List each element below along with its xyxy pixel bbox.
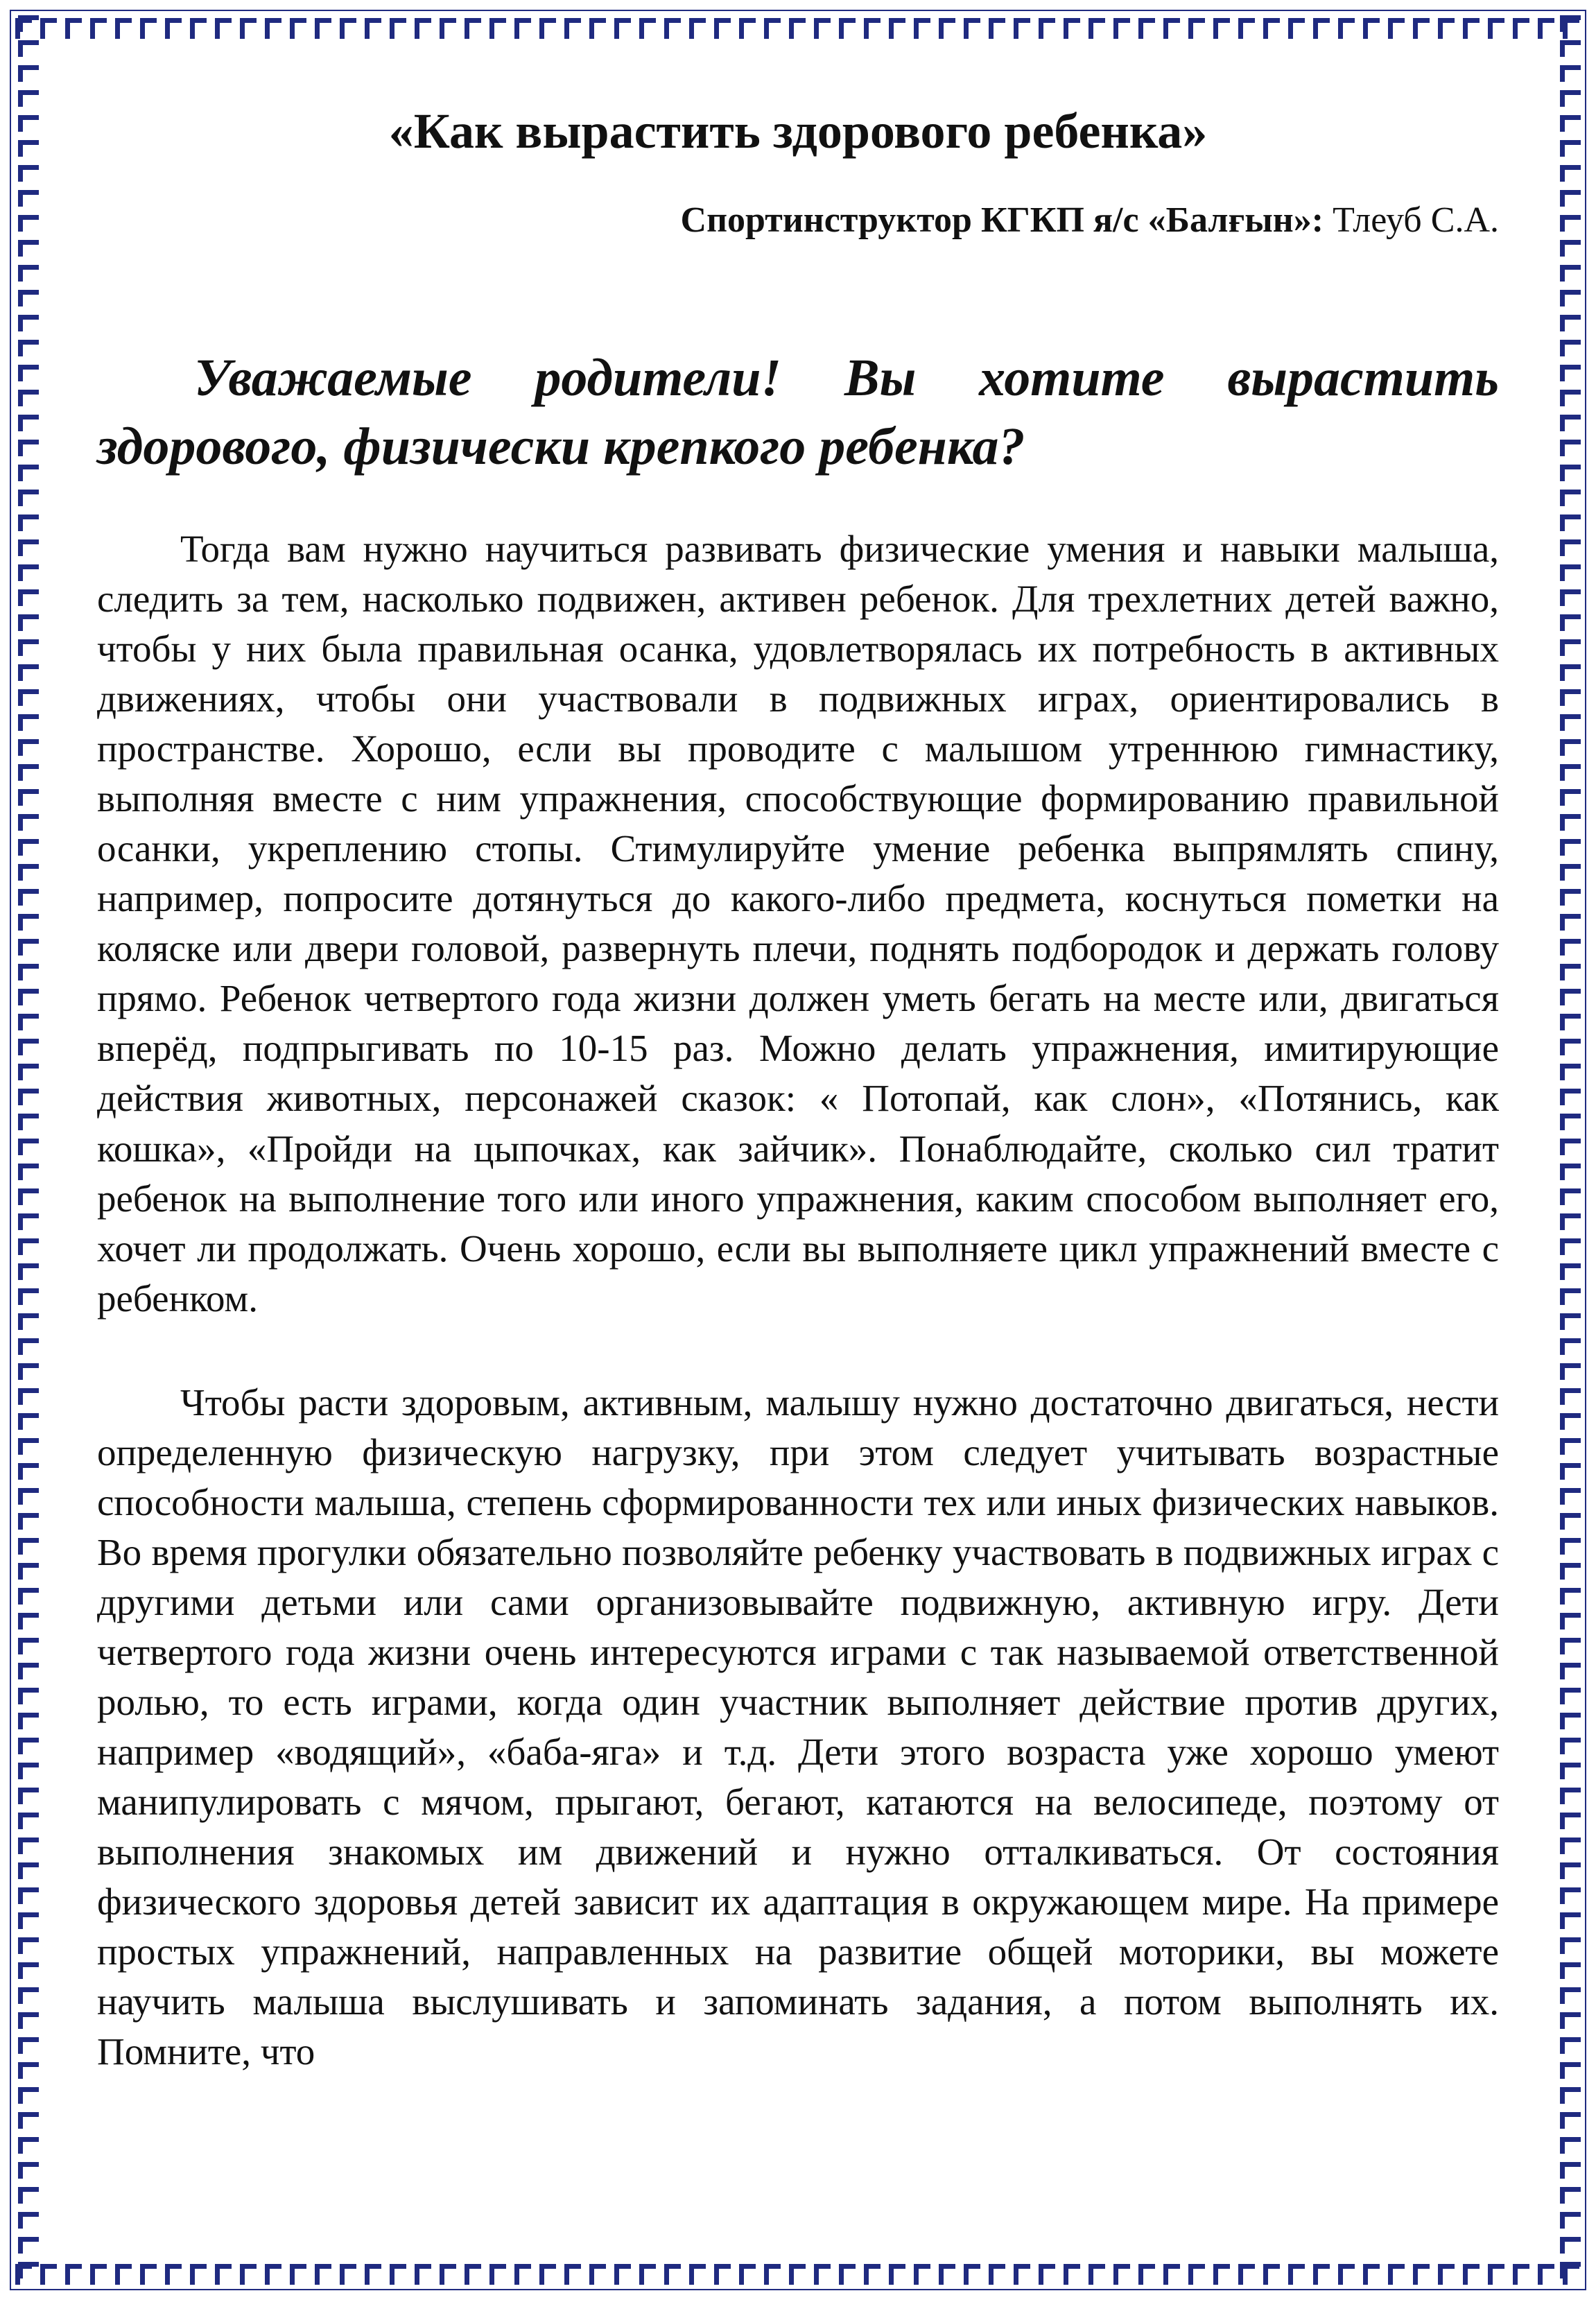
decorative-border-left [15, 15, 42, 2285]
decorative-border-right [1557, 15, 1584, 2285]
decorative-border-bottom [15, 2261, 1581, 2288]
body-paragraph: Тогда вам нужно научиться развивать физические умения и навыки малыша, следить за тем, насколько подвижен, активен ребенок. Для трехлетних детей важно, чтобы у них была правильная осанка, удовлетворялась их потребность в активных движениях, чтобы они участвовали в подвижных играх, ориентировались в пространстве. Хорошо, если вы проводите с малышом утреннюю гимнастику, выполняя вместе с ним упражнения, способствующие формированию правильной осанки, укреплению стопы. Стимулируйте умение ребенка выпрямлять спину, например, попросите дотянуться до какого-либо предмета, коснуться пометки на коляске или двери головой, развернуть плечи, поднять подбородок и держать голову прямо. Ребенок четвертого года жизни должен уметь бегать на месте или, двигаться вперёд, подпрыгивать по 10-15 раз. Можно делать упражнения, имитирующие действия животных, персонажей сказок: « Потопай, как слон», «Потянись, как кошка», «Пройди на цыпочках, как зайчик». Понаблюдайте, сколько сил тратит ребенок на выполнение того или иного упражнения, каким способом выполняет его, хочет ли продолжать. Очень хорошо, если вы выполняете цикл упражнений вместе с ребенком. [97, 527, 1499, 1320]
document-title: «Как вырастить здорового ребенка» [388, 103, 1208, 159]
document-body [97, 0, 1499, 2077]
author-role: Спортинструктор КГКП я/с «Балғын»: [680, 200, 1324, 241]
author-name: Тлеуб С.А. [1324, 200, 1499, 241]
body-paragraph: Чтобы расти здоровым, активным, малышу нужно достаточно двигаться, нести определенную физическую нагрузку, при этом следует учитывать возрастные способности малыша, степень сформированности тех или иных физических навыков. Во время прогулки обязательно позволяйте ребенку участвовать в подвижных играх с другими детьми или сами организовывайте подвижную, активную игру. Дети четвертого года жизни очень интересуются играми с так называемой ответственной ролью, то есть играми, когда один участник выполняет действие против других, например «водящий», «баба-яга» и т.д. Дети этого возраста уже хорошо умеют манипулировать с мячом, прыгают, бегают, катаются на велосипеде, поэтому от выполнения знакомых им движений и нужно отталкиваться. От состояния физического здоровья детей зависит их адаптация в окружающем мире. На примере простых упражнений, направленных на развитие общей моторики, вы можете научить малыша выслушивать и запоминать задания, а потом выполнять их. Помните, что [97, 1381, 1499, 2073]
author-byline [97, 200, 1499, 240]
lead-heading: Уважаемые родители! Вы хотите вырастить здорового, физически крепкого ребенка? [97, 349, 1499, 476]
